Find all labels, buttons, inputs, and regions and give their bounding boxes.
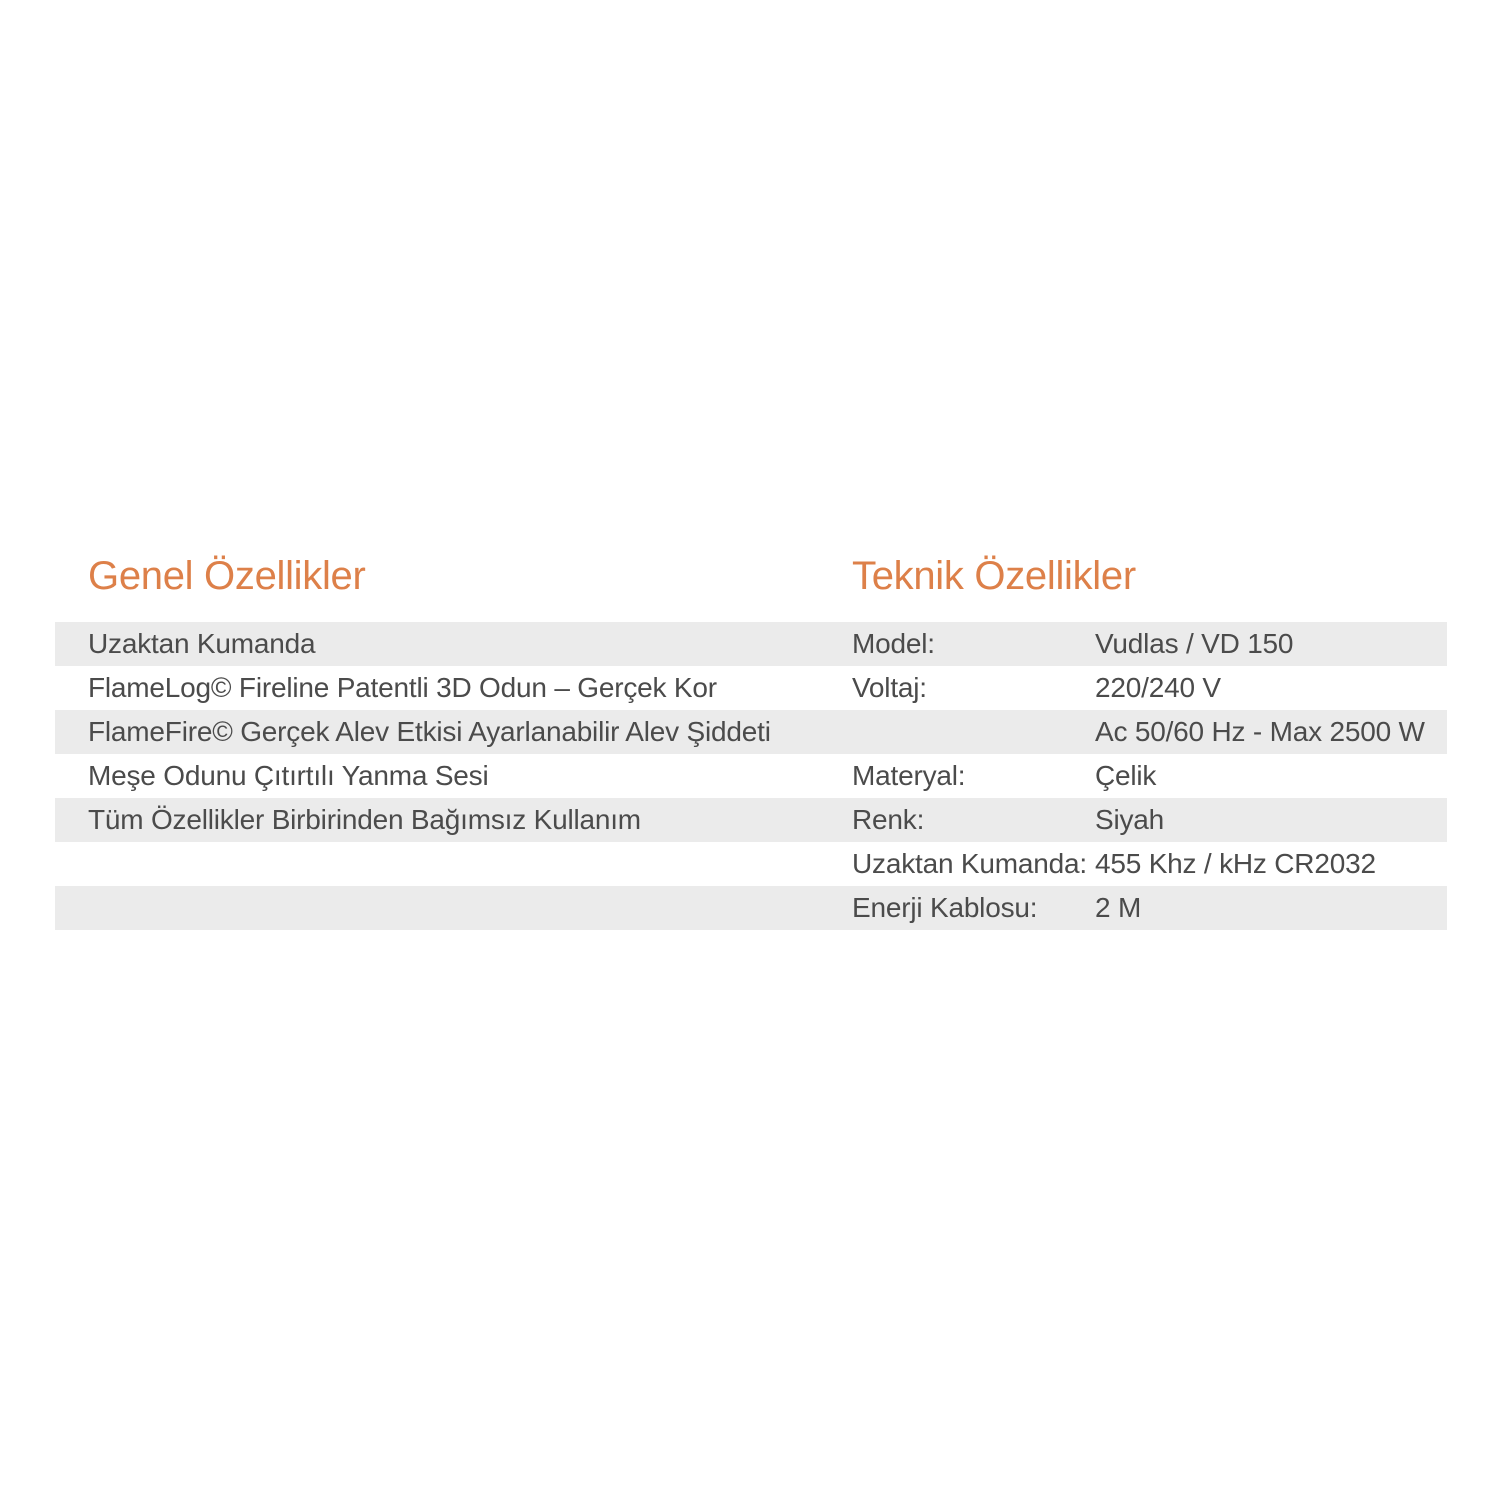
table-row [55,710,1447,754]
general-feature-item: Meşe Odunu Çıtırtılı Yanma Sesi [88,760,489,791]
spec-label: Materyal: [852,760,966,791]
spec-value: 2 M [1095,892,1142,923]
general-feature-item: Uzaktan Kumanda [88,628,316,659]
spec-label: Uzaktan Kumanda: [852,848,1087,879]
table-row [55,798,1447,842]
spec-value: Vudlas / VD 150 [1095,628,1294,659]
spec-label: Model: [852,628,935,659]
spec-label: Voltaj: [852,672,927,703]
table-row [55,666,1447,710]
spec-table [55,622,1447,930]
general-feature-item: FlameFire© Gerçek Alev Etkisi Ayarlanabilir Alev Şiddeti [88,716,771,747]
spec-value: 455 Khz / kHz CR2032 [1095,848,1376,879]
general-features-title: Genel Özellikler [88,554,366,598]
spec-label: Enerji Kablosu: [852,892,1038,923]
spec-value: 220/240 V [1095,672,1221,703]
spec-value: Siyah [1095,804,1165,835]
general-feature-item: FlameLog© Fireline Patentli 3D Odun – Gerçek Kor [88,672,717,703]
table-row [55,886,1447,930]
table-row [55,842,1447,886]
general-feature-item: Tüm Özellikler Birbirinden Bağımsız Kullanım [88,804,641,835]
table-row [55,754,1447,798]
spec-label: Renk: [852,804,925,835]
spec-value: Ac 50/60 Hz - Max 2500 W [1095,716,1425,747]
table-row [55,622,1447,666]
technical-features-title: Teknik Özellikler [852,554,1136,598]
spec-value: Çelik [1095,760,1157,791]
